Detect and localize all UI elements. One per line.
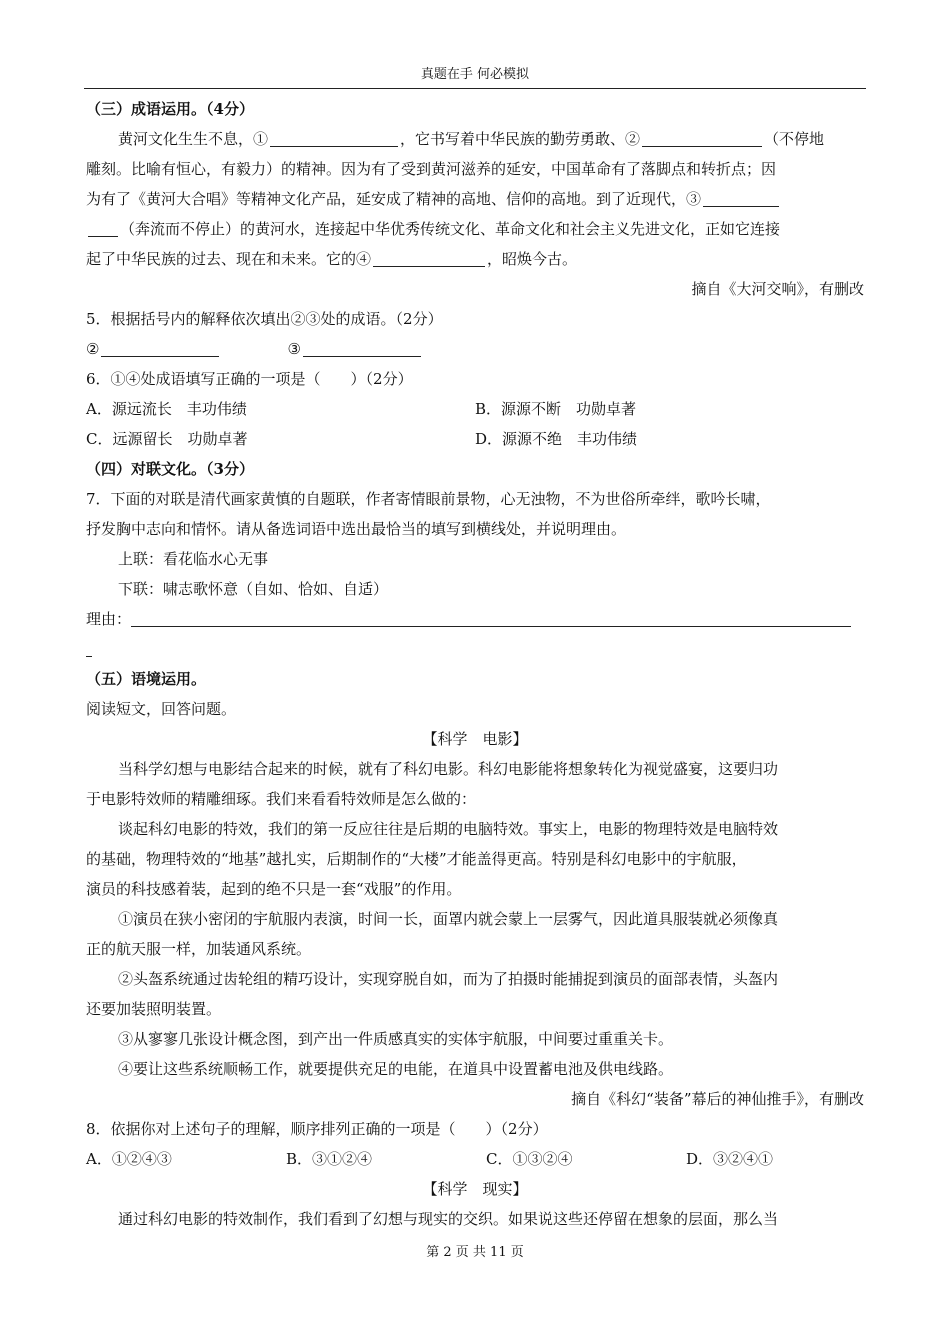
passage-title-2: 【科学 现实】 [422, 1180, 528, 1198]
section5-heading: （五）语境运用。 [86, 670, 207, 688]
answer-3-field[interactable] [303, 338, 421, 357]
q8-option-c[interactable]: C．①③②④ [486, 1150, 573, 1168]
blank-3a[interactable] [703, 188, 779, 207]
passage-p2-line3: 演员的科技感着装，起到的绝不只是一套“戏服”的作用。 [86, 880, 462, 898]
sentence-3: ③从寥寥几张设计概念图，到产出一件质感真实的实体宇航服，中间要过重重关卡。 [118, 1030, 674, 1048]
q8-option-b[interactable]: B．③①②④ [286, 1150, 373, 1168]
reason-field[interactable] [131, 608, 851, 627]
option-d[interactable]: D．源源不绝 丰功伟绩 [475, 430, 638, 448]
sentence-1-line1: ①演员在狭小密闭的宇航服内表演，时间一长，面罩内就会蒙上一层雾气，因此道具服装就必须像真 [118, 910, 779, 928]
question-6: 6．①④处成语填写正确的一项是（ ）（2分） [86, 370, 413, 388]
question-8-options [86, 1144, 864, 1174]
question-8: 8．依据你对上述句子的理解，顺序排列正确的一项是（ ）（2分） [86, 1120, 548, 1138]
section5-instruction: 阅读短文，回答问题。 [86, 700, 237, 718]
question-5: 5．根据括号内的解释依次填出②③处的成语。（2分） [86, 310, 443, 328]
question-6-options-row1 [86, 394, 864, 424]
q8-option-d[interactable]: D．③②④① [686, 1150, 774, 1168]
option-b[interactable]: B．源源不断 功勋卓著 [475, 400, 637, 418]
sentence-2-line2: 还要加装照明装置。 [86, 1000, 222, 1018]
page-header: 真题在手 何必模拟 [420, 67, 530, 82]
blank-2[interactable] [642, 128, 762, 147]
passage-p3-line1: 通过科幻电影的特效制作，我们看到了幻想与现实的交织。如果说这些还停留在想象的层面，那么当 [118, 1210, 779, 1228]
section5-source: 摘自《科幻“装备”幕后的神仙推手》，有删改 [571, 1090, 864, 1108]
section3-paragraph-line4: （奔流而不停止）的黄河水，连接起中华优秀传统文化、革命文化和社会主义先进文化，正如它连接 [86, 214, 864, 244]
section3-paragraph-line1: 黄河文化生生不息，① ，它书写着中华民族的勤劳勇敢、② （不停地 [118, 130, 825, 148]
couplet-lower: 下联：啸志歌怀意（自如、恰如、自适） [118, 580, 389, 598]
question-6-options-row2 [86, 424, 864, 454]
answer-2-field[interactable] [101, 338, 219, 357]
section3-paragraph-line2: 雕刻。比喻有恒心，有毅力）的精神。因为有了受到黄河滋养的延安，中国革命有了落脚点和转折点；因 [86, 160, 777, 178]
option-a[interactable]: A．源远流长 丰功伟绩 [86, 400, 247, 418]
question-7-line2: 抒发胸中志向和情怀。请从备选词语中选出最恰当的填写到横线处，并说明理由。 [86, 520, 627, 538]
sentence-4: ④要让这些系统顺畅工作，就要提供充足的电能，在道具中设置蓄电池及供电线路。 [118, 1060, 674, 1078]
q8-option-a[interactable]: A．①②④③ [86, 1150, 172, 1168]
question-5-answers: ② ③ [86, 334, 864, 364]
page-content [86, 94, 864, 1234]
section3-source: 摘自《大河交响》，有删改 [691, 280, 864, 298]
passage-p1-line1: 当科学幻想与电影结合起来的时候，就有了科幻电影。科幻电影能将想象转化为视觉盛宴，这要归功 [118, 760, 779, 778]
blank-4[interactable] [373, 248, 485, 267]
sentence-2-line1: ②头盔系统通过齿轮组的精巧设计，实现穿脱自如，而为了拍摄时能捕捉到演员的面部表情，头盔内 [118, 970, 779, 988]
blank-1[interactable] [270, 128, 398, 147]
page-footer: 第 2 页 共 11 页 [426, 1245, 524, 1260]
couplet-upper: 上联：看花临水心无事 [118, 550, 269, 568]
passage-p1-line2: 于电影特效师的精雕细琢。我们来看看特效师是怎么做的： [86, 790, 477, 808]
reason-field-tail[interactable] [86, 642, 92, 657]
blank-3b[interactable] [88, 218, 118, 237]
section3-paragraph-line5: 起了中华民族的过去、现在和未来。它的④ ，昭焕今古。 [86, 250, 578, 268]
passage-p2-line1: 谈起科幻电影的特效，我们的第一反应往往是后期的电脑特效。事实上，电影的物理特效是电脑特效 [118, 820, 779, 838]
reason-row: 理由： [86, 604, 864, 634]
reason-continuation [86, 634, 864, 664]
section3-paragraph-line3: 为有了《黄河大合唱》等精神文化产品，延安成了精神的高地、信仰的高地。到了近现代，③ [86, 184, 864, 214]
option-c[interactable]: C．远源留长 功勋卓著 [86, 430, 248, 448]
passage-p2-line2: 的基础，物理特效的“地基”越扎实，后期制作的“大楼”才能盖得更高。特别是科幻电影中的宇航服， [86, 850, 747, 868]
section3-heading: （三）成语运用。（4分） [86, 100, 254, 118]
section4-heading: （四）对联文化。（3分） [86, 460, 254, 478]
header-rule [84, 88, 866, 89]
question-7-line1: 7．下面的对联是清代画家黄慎的自题联，作者寄情眼前景物，心无浊物，不为世俗所牵绊，歌吟长啸， [86, 490, 771, 508]
sentence-1-line2: 正的航天服一样，加装通风系统。 [86, 940, 312, 958]
passage-title-1: 【科学 电影】 [422, 730, 528, 748]
